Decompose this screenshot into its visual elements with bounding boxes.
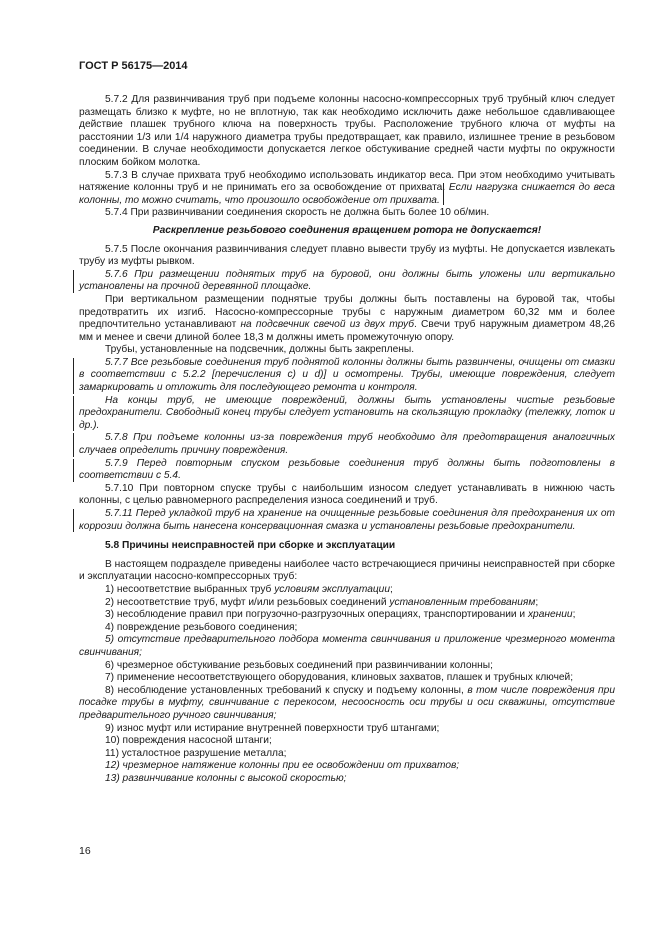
- clause-5-7-6: 5.7.6 При размещении поднятых труб на буровой, они должны быть уложены или вертикально установлены на прочной деревянной площадке.: [79, 268, 615, 293]
- list-item: 10) повреждения насосной штанги;: [105, 735, 272, 747]
- list-item: 4) повреждение резьбового соединения;: [105, 621, 298, 633]
- clause-5-7-5: 5.7.5 После окончания развинчивания следует плавно вывести трубу из муфты. Не допускается извлекать трубу из муфты рывком.: [79, 243, 615, 268]
- clause-5-7-4: 5.7.4 При развинчивании соединения скорость не должна быть более 10 об/мин.: [105, 207, 490, 219]
- clause-5-7-6-fixed: Трубы, установленные на подсвечник, должны быть закреплены.: [105, 344, 415, 356]
- clause-5-7-2: 5.7.2 Для развинчивания труб при подъеме колонны насосно-компрессорных труб трубный ключ следует размещать близко к муфте, но не вплотную, так как необходимо исключить даже небольшое сдавливающее действие плашек трубного ключа на поверхность трубы. Расположение трубного ключа от муфты на расстоянии 1/3 или 1/4 наружного диаметра трубы предотвращает, как правило, излишнее трение в резьбовом соединении. В случае необходимости допускается легкое обстукивание средней части муфты по окружности плоским бойком молотка.: [79, 94, 615, 168]
- warning-note: Раскрепление резьбового соединения вращением ротора не допускается!: [152, 224, 542, 236]
- clause-5-7-7: 5.7.7 Все резьбовые соединения труб поднятой колонны должны быть развинчены, очищены от смазки в соответствии с 5.2.2 [перечисления с) и d)] и осмотрены. Трубы, имеющие повреждения, следует замаркировать и отложить для последующего ремонта и контроля.: [79, 356, 615, 394]
- section-5-8-title: 5.8 Причины неисправностей при сборке и эксплуатации: [105, 540, 396, 552]
- list-item: 5) отсутствие предварительного подбора момента свинчивания и приложение чрезмерного момента свинчивания;: [79, 634, 615, 658]
- list-item: 11) усталостное разрушение металла;: [105, 747, 287, 759]
- list-item: 6) чрезмерное обстукивание резьбовых соединений при развинчивании колонны;: [105, 659, 493, 671]
- section-5-8-intro: В настоящем подразделе приведены наиболее часто встречающиеся причины неисправностей при сборке и эксплуатации насосно-компрессорных труб:: [79, 558, 615, 583]
- list-item: 13) развинчивание колонны с высокой скоростью;: [105, 772, 347, 784]
- document-header: ГОСТ Р 56175—2014: [79, 60, 188, 72]
- list-item: 8) несоблюдение установленных требований к спуску и подъему колонны, в том числе повреждения при посадке трубы в муфту, свинчивание с перекосом, несоосность оси трубы и оси скважины, отсутствие предварительного ручного свинчивания;: [79, 684, 615, 721]
- clause-5-7-10: 5.7.10 При повторном спуске трубы с наибольшим износом следует устанавливать в нижнюю часть колонны, с целью равномерного распределения износа соединений и труб.: [79, 482, 615, 507]
- list-item: 3) несоблюдение правил при погрузочно-разгрузочных операциях, транспортировании и хранении;: [105, 609, 576, 621]
- list-item: 12) чрезмерное натяжение колонны при ее освобождении от прихватов;: [105, 760, 460, 772]
- clause-5-7-9: 5.7.9 Перед повторным спуском резьбовые соединения труб должны быть подготовлены в соответствии с 5.4.: [79, 457, 615, 482]
- page-body: [79, 94, 615, 785]
- clause-5-7-8: 5.7.8 При подъеме колонны из-за повреждения труб необходимо для предотвращения аналогичных случаев определить причину повреждения.: [79, 432, 615, 457]
- list-item: 1) несоответствие выбранных труб условиям эксплуатации;: [105, 583, 393, 595]
- list-item: 7) применение несоответствующего оборудования, клиновых захватов, плашек и трубных ключей;: [105, 672, 574, 684]
- clause-5-7-6-vertical: При вертикальном размещении поднятые трубы должны быть поставлены на буровой так, чтобы предотвратить их изгиб. Насосно-компрессорные трубы с наружным диаметром 60,32 мм и более предпочтительно устанавливают на подсвечник свечой из двух труб. Свечи труб наружным диаметром 48,26 мм и менее и свечи длиной более 18,3 м должны иметь промежуточную опору.: [79, 293, 615, 343]
- clause-5-7-11: 5.7.11 Перед укладкой труб на хранение на очищенные резьбовые соединения для предохранения их от коррозии должна быть нанесена консервационная смазка и установлены резьбовые предохранители.: [79, 508, 615, 532]
- list-item: 9) износ муфт или истирание внутренней поверхности труб штангами;: [105, 722, 440, 734]
- page-number: 16: [79, 845, 91, 857]
- clause-5-7-7-ends: На концы труб, не имеющие повреждений, должны быть установлены чистые резьбовые предохранители. Свободный конец трубы следует установить на скользящую прокладку (тележку, лоток и др.).: [79, 394, 615, 431]
- list-item: 2) несоответствие труб, муфт и/или резьбовых соединений установленным требованиям;: [105, 596, 539, 608]
- clause-5-7-3: 5.7.3 В случае прихвата труб необходимо использовать индикатор веса. При этом необходимо учитывать натяжение колонны труб и не принимать его за освобождение от прихвата. Если нагрузка снижается до веса колонны, то можно считать, что произошло освобождение от прихвата.: [79, 169, 615, 206]
